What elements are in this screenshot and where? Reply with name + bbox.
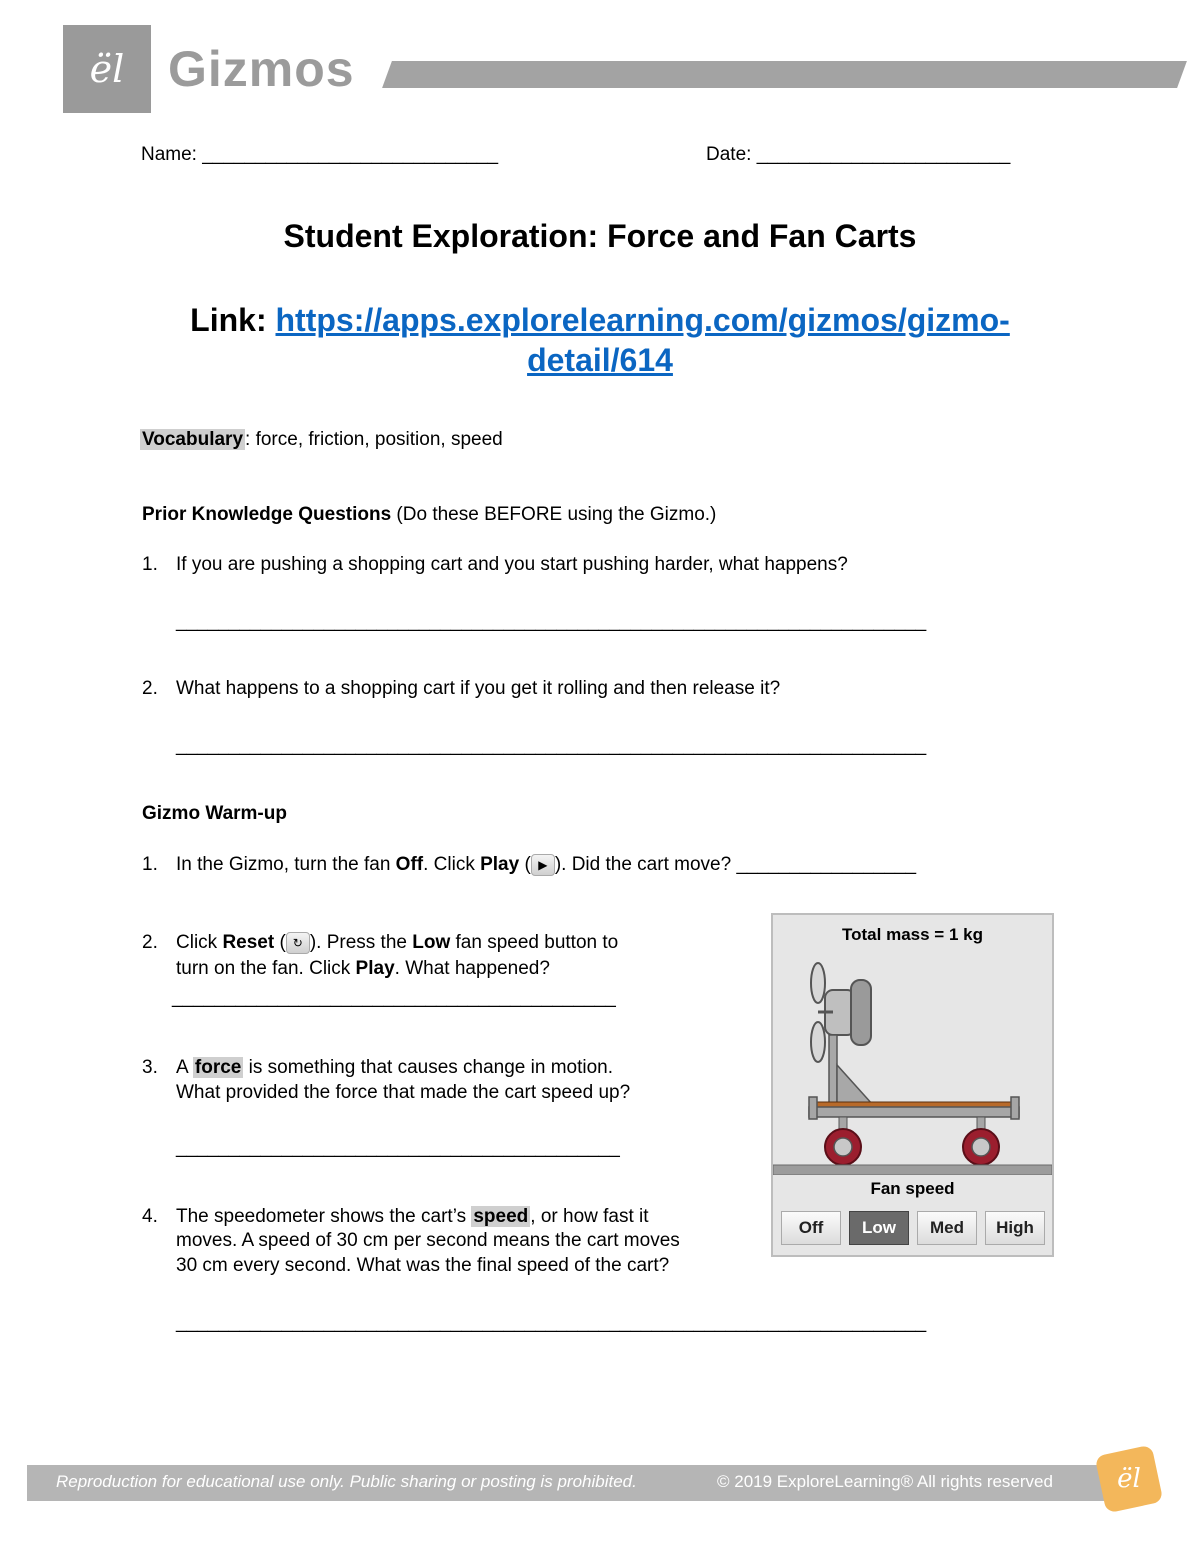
warmup-question-3-line-2: What provided the force that made the cart speed up? (176, 1082, 631, 1103)
fan-med-button[interactable]: Med (917, 1211, 977, 1245)
warmup-heading: Gizmo Warm-up (142, 803, 287, 824)
vocabulary-line (140, 428, 503, 452)
prior-knowledge-heading: Prior Knowledge Questions (Do these BEFORE using the Gizmo.) (142, 504, 717, 525)
gizmo-screenshot (771, 913, 1054, 1257)
total-mass-label: Total mass = 1 kg (842, 925, 983, 944)
answer-blank: __________________________________________ (176, 1137, 620, 1158)
fan-off-button[interactable]: Off (781, 1211, 841, 1245)
fan-cart-illustration (773, 945, 1052, 1175)
gizmo-link[interactable]: https://apps.explorelearning.com/gizmos/gizmo- (275, 302, 1010, 338)
link-line-2 (0, 340, 1200, 380)
warmup-question-1: 1. In the Gizmo, turn the fan Off. Click Play ( ▶ ). Did the cart move? _________________ (142, 854, 917, 875)
warmup-question-4-line-3: 30 cm every second. What was the final speed of the cart? (176, 1255, 670, 1276)
link-line-1 (0, 300, 1200, 340)
warmup-question-2: 2. Click Reset ( ↻ ). Press the Low fan speed button to (142, 932, 619, 953)
brand-name: Gizmos (168, 41, 355, 97)
prior-question-1: 1. If you are pushing a shopping cart and you start pushing harder, what happens? (142, 554, 848, 575)
answer-blank: _______________________________________________________________________ (176, 611, 927, 632)
warmup-question-2-line-2: turn on the fan. Click Play. What happened? (176, 958, 550, 979)
warmup-question-3: 3. A force is something that causes change in motion. (142, 1057, 614, 1078)
date-field: Date: ________________________ (706, 144, 1011, 165)
warmup-question-4-line-2: moves. A speed of 30 cm per second means the cart moves (176, 1230, 680, 1251)
link-label: Link: (190, 302, 267, 338)
play-icon: ▶ (531, 854, 555, 876)
warmup-question-4: 4. The speedometer shows the cart’s speed , or how fast it (142, 1206, 649, 1227)
fan-speed-label: Fan speed (870, 1179, 955, 1198)
name-field: Name: ____________________________ (141, 144, 499, 165)
reset-icon: ↻ (286, 932, 310, 954)
vocabulary-terms: : force, friction, position, speed (245, 429, 503, 450)
answer-blank: __________________________________________ (172, 987, 616, 1008)
fan-speed-buttons (781, 1211, 1047, 1247)
footer-copyright: © 2019 ExploreLearning® All rights reserved (717, 1472, 1053, 1491)
explorelearning-logo: ël (63, 25, 151, 113)
page-title: Student Exploration: Force and Fan Carts (283, 218, 917, 254)
header-bar (382, 61, 1187, 88)
fan-high-button[interactable]: High (985, 1211, 1045, 1245)
vocabulary-label: Vocabulary (142, 429, 244, 450)
fan-low-button[interactable]: Low (849, 1211, 909, 1245)
footer-logo: ël (1095, 1445, 1164, 1514)
gizmo-link-continued[interactable]: detail/614 (527, 342, 673, 378)
footer-disclaimer: Reproduction for educational use only. Public sharing or posting is prohibited. (56, 1472, 637, 1491)
prior-question-2: 2. What happens to a shopping cart if you get it rolling and then release it? (142, 678, 781, 699)
answer-blank: _______________________________________________________________________ (176, 735, 927, 756)
answer-blank: _______________________________________________________________________ (176, 1312, 927, 1333)
